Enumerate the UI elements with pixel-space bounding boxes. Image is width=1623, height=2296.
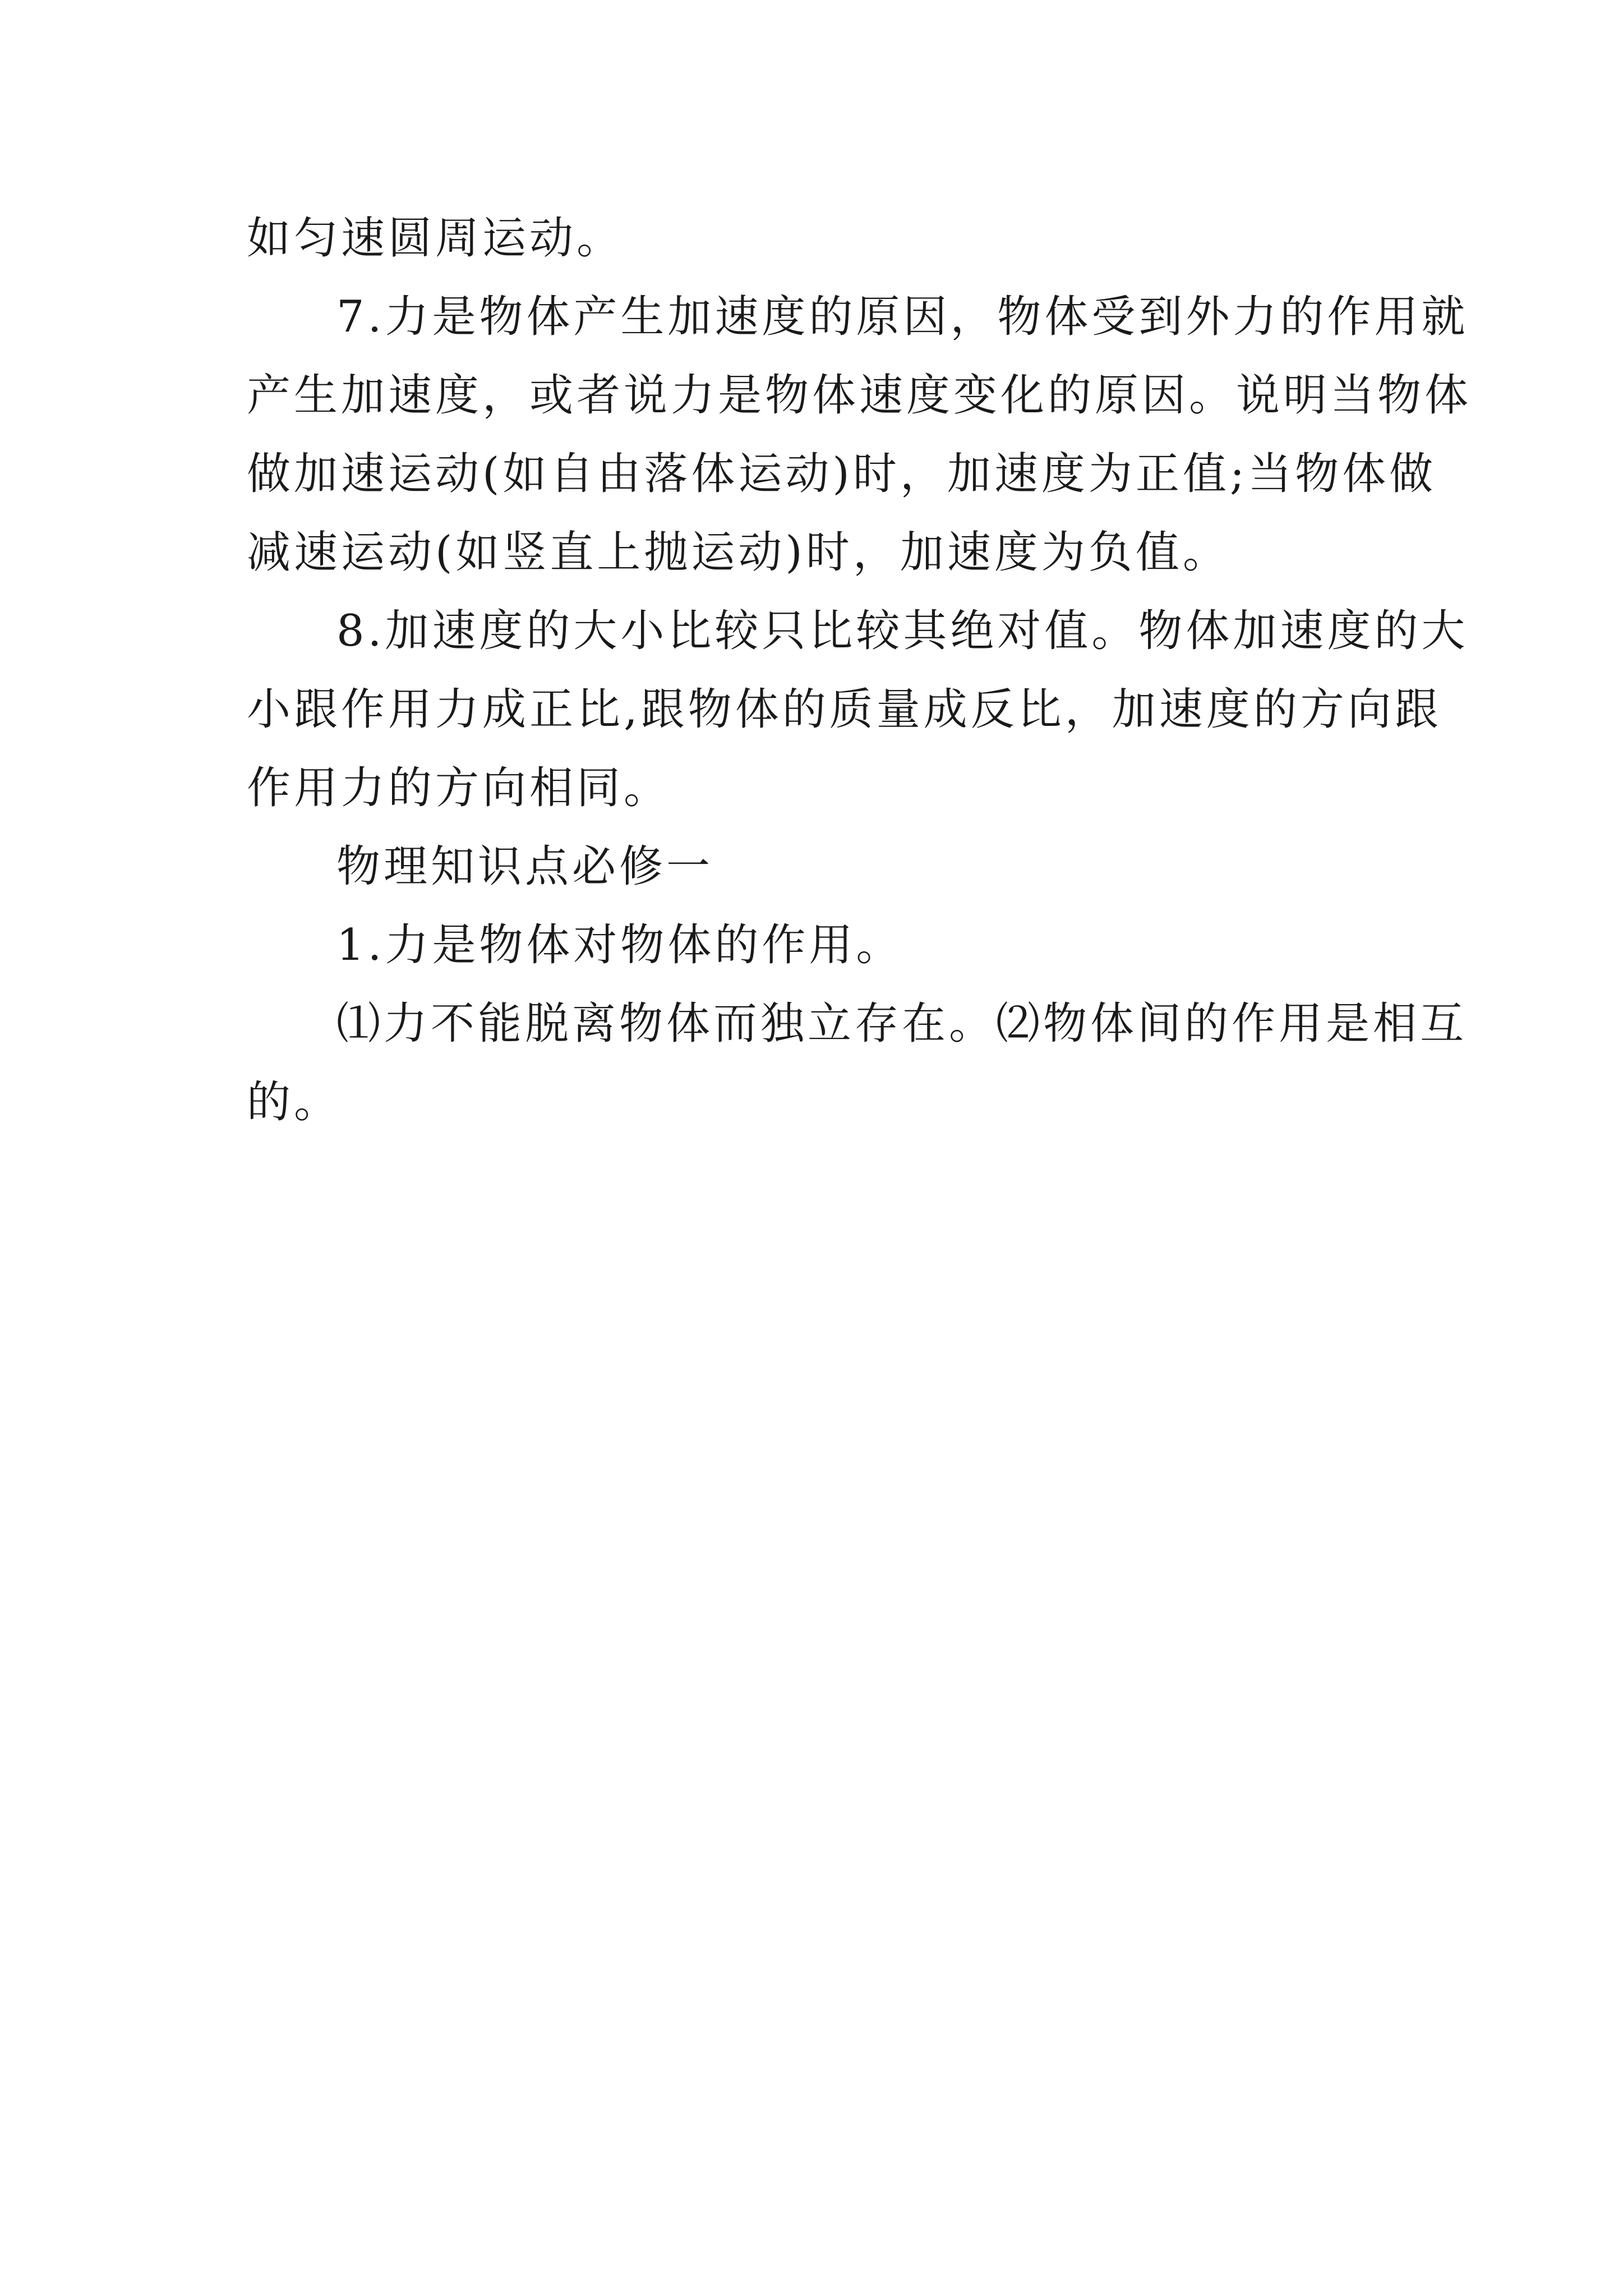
document-body	[247, 199, 1472, 1142]
text-line: 如匀速圆周运动。	[247, 213, 624, 264]
text-line: 做加速运动(如自由落体运动)时，加速度为正值;当物体做	[247, 449, 1437, 499]
text-line: 减速运动(如竖直上抛运动)时，加速度为负值。	[247, 527, 1230, 578]
text-line: ⑴力不能脱离物体而独立存在。⑵物体间的作用是相互	[336, 999, 1468, 1049]
text-line: 小跟作用力成正比,跟物体的质量成反比，加速度的方向跟	[247, 684, 1442, 735]
text-line: 8.加速度的大小比较只比较其绝对值。物体加速度的大	[336, 606, 1469, 656]
text-line: 作用力的方向相同。	[247, 763, 671, 813]
text-line: 1.力是物体对物体的作用。	[336, 920, 903, 970]
section-heading: 物理知识点必修一	[336, 841, 714, 892]
text-line: 产生加速度，或者说力是物体速度变化的原因。说明当物体	[247, 370, 1472, 421]
text-line: 7.力是物体产生加速度的原因，物体受到外力的作用就	[336, 292, 1469, 342]
text-line: 的。	[247, 1077, 342, 1128]
